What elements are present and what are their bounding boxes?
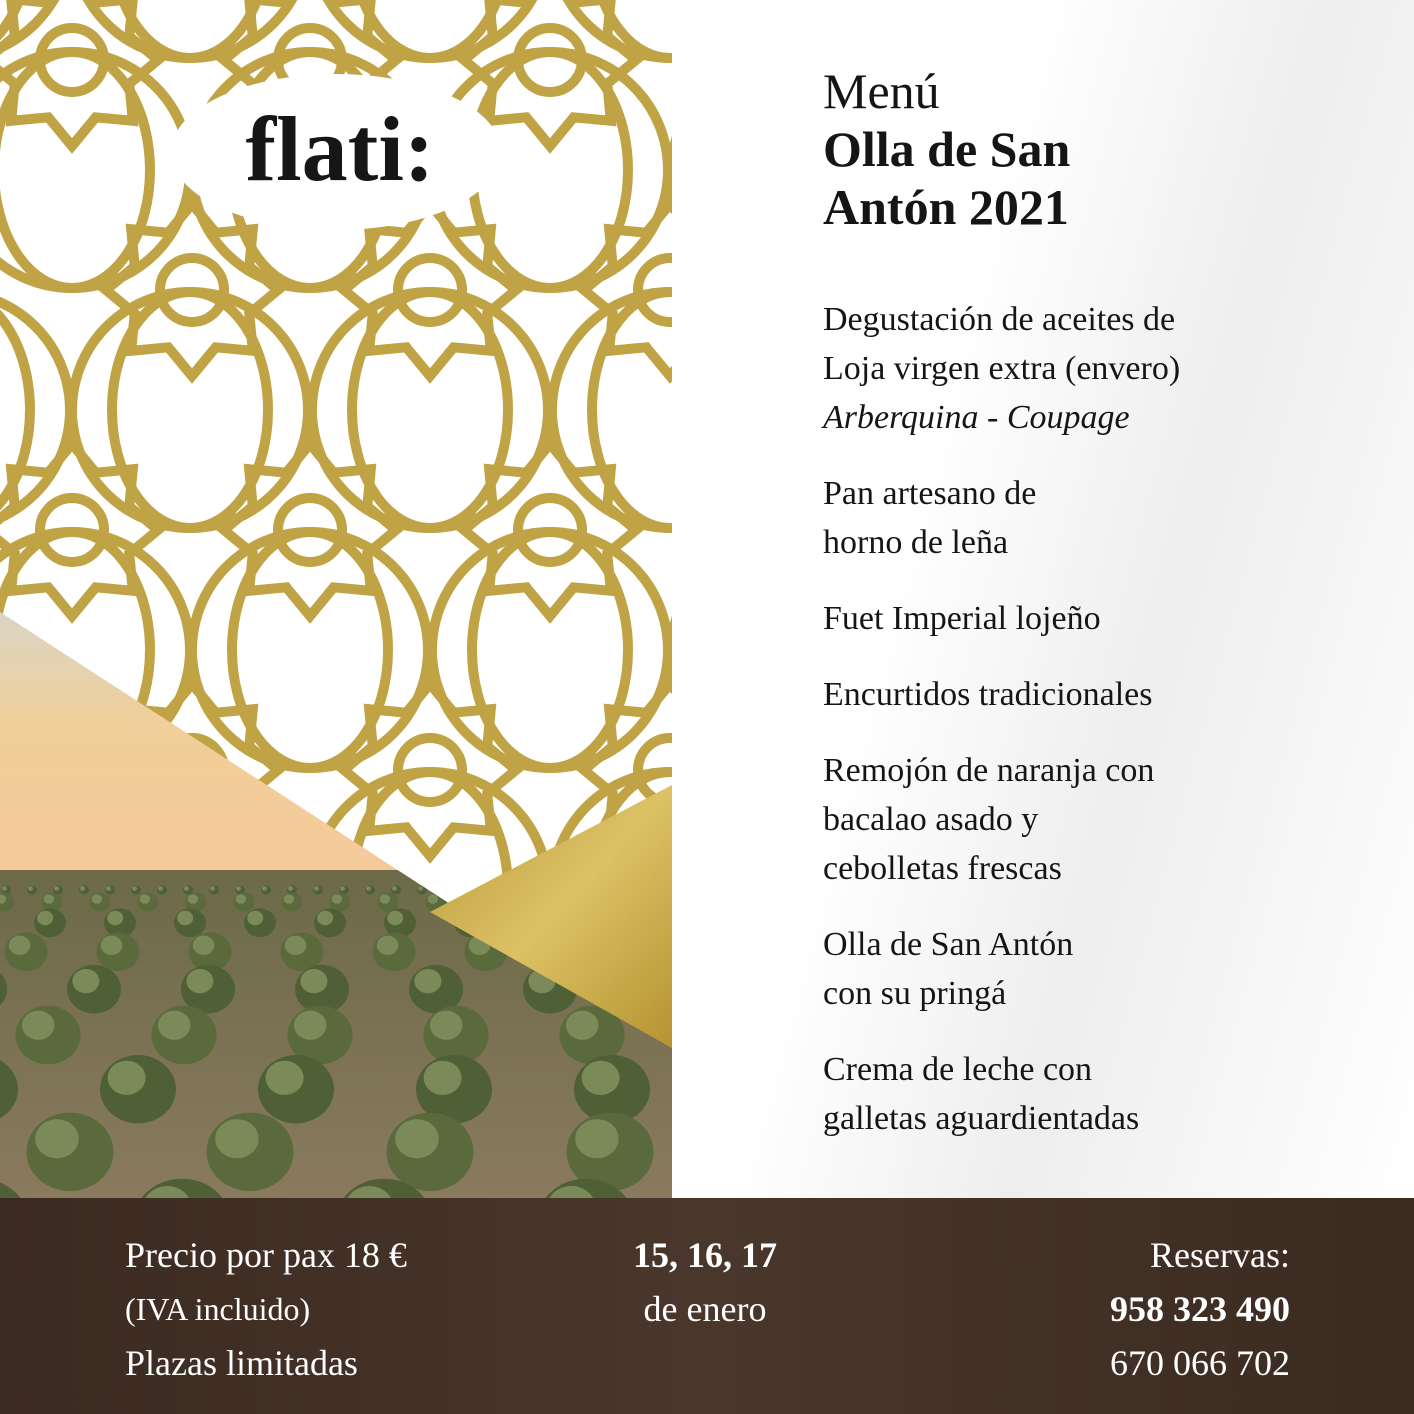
menu-item-line: Remojón de naranja con [823,752,1155,789]
menu-item-line: con su pringá [823,975,1007,1012]
menu-item [823,594,1403,643]
limited-seats-note: Plazas limitadas [125,1343,358,1383]
menu-item-line: Crema de leche con [823,1051,1093,1088]
menu-item-variety: Arberquina - Coupage [823,399,1130,436]
menu-title-line2: Olla de San [823,121,1071,177]
menu-item [823,920,1403,1018]
menu-item-line: Pan artesano de [823,475,1037,512]
menu-panel [672,0,1414,1198]
menu-title-line1: Menú [823,63,940,119]
price-text: Precio por pax 18 € [125,1235,407,1275]
menu-item-line: bacalao asado y [823,801,1039,838]
month-text: de enero [643,1289,767,1329]
reservations-info [1110,1228,1290,1390]
date-info [560,1228,850,1336]
menu-item-line: horno de leña [823,524,1009,561]
dates-text: 15, 16, 17 [633,1235,777,1275]
menu-title-line3: Antón 2021 [823,179,1069,235]
menu-item-line: Loja virgen extra (envero) [823,350,1181,387]
menu-list [823,295,1403,1170]
phone-secondary: 670 066 702 [1110,1343,1290,1383]
menu-item [823,295,1403,442]
price-info [125,1228,407,1390]
menu-item [823,746,1403,893]
menu-item-line: Degustación de aceites de [823,301,1176,338]
menu-item-line: Encurtidos tradicionales [823,676,1153,713]
flati-logo: flati: [245,98,435,200]
menu-item-line: Olla de San Antón [823,926,1074,963]
menu-item-line: Fuet Imperial lojeño [823,600,1101,637]
vat-note: (IVA incluido) [125,1291,311,1327]
phone-primary: 958 323 490 [1110,1289,1290,1329]
menu-item-line: galletas aguardientadas [823,1100,1140,1137]
reservations-label: Reservas: [1150,1235,1290,1275]
decorative-panel [0,0,672,1198]
footer-bar [0,1198,1414,1414]
geometric-pattern-art [0,0,672,1198]
menu-item [823,670,1403,719]
menu-item-line: cebolletas frescas [823,850,1062,887]
menu-item [823,469,1403,567]
menu-item [823,1045,1403,1143]
menu-title [823,62,1070,236]
